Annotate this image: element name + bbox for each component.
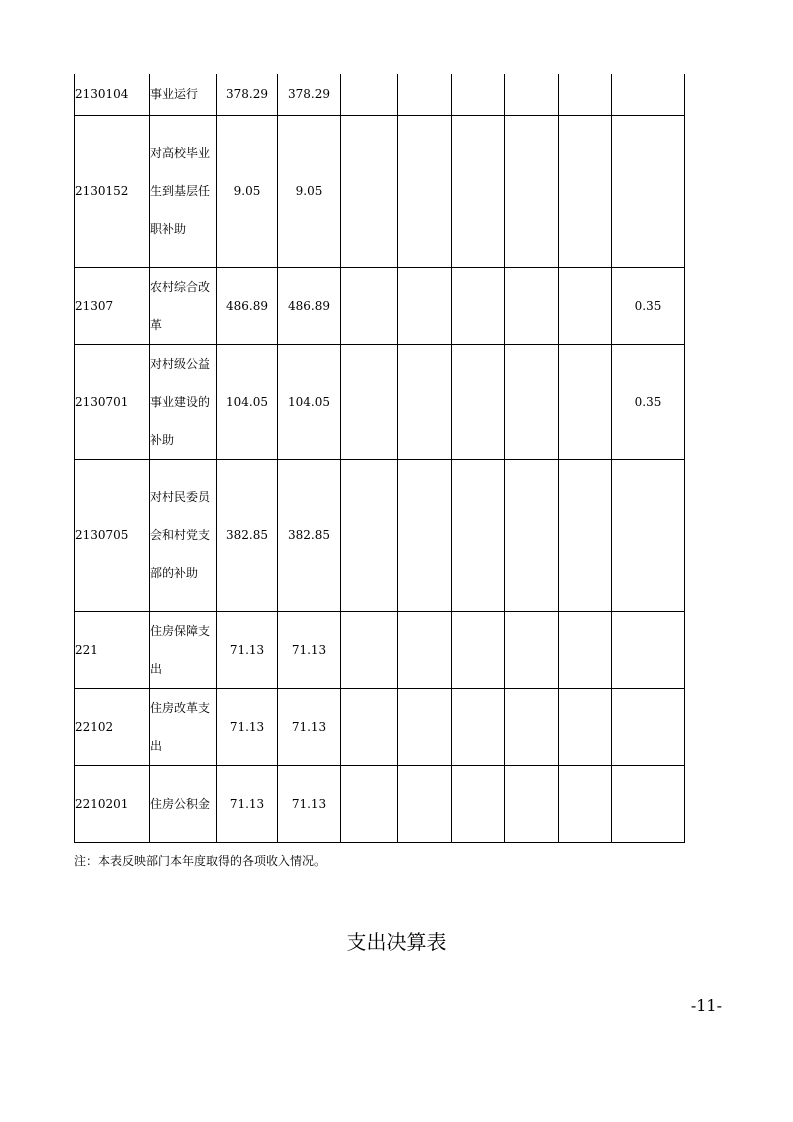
amount-cell: [505, 344, 559, 459]
amount-cell: [505, 765, 559, 842]
code-cell: 2130705: [75, 459, 150, 611]
amount-cell: [505, 611, 559, 688]
name-cell: 事业运行: [150, 74, 217, 115]
name-cell: 对村民委员会和村党支部的补助: [150, 459, 217, 611]
amount-cell: 71.13: [217, 688, 278, 765]
amount-cell: [398, 688, 452, 765]
amount-cell: 0.35: [612, 344, 685, 459]
amount-cell: 104.05: [278, 344, 341, 459]
table-row: [75, 459, 685, 611]
amount-cell: [341, 459, 398, 611]
amount-cell: [452, 611, 505, 688]
amount-cell: [398, 459, 452, 611]
amount-cell: [398, 611, 452, 688]
amount-cell: [398, 267, 452, 344]
amount-cell: 104.05: [217, 344, 278, 459]
amount-cell: [398, 74, 452, 115]
amount-cell: [341, 765, 398, 842]
code-cell: 21307: [75, 267, 150, 344]
amount-cell: [341, 344, 398, 459]
amount-cell: [612, 459, 685, 611]
amount-cell: [452, 344, 505, 459]
amount-cell: [398, 765, 452, 842]
table-row: [75, 74, 685, 115]
amount-cell: 71.13: [278, 611, 341, 688]
name-cell: 住房改革支出: [150, 688, 217, 765]
amount-cell: [452, 459, 505, 611]
amount-cell: [612, 611, 685, 688]
amount-cell: 486.89: [217, 267, 278, 344]
income-table: [74, 74, 685, 843]
amount-cell: [398, 115, 452, 267]
amount-cell: [559, 688, 612, 765]
code-cell: 221: [75, 611, 150, 688]
amount-cell: [505, 74, 559, 115]
amount-cell: [559, 344, 612, 459]
amount-cell: [559, 459, 612, 611]
amount-cell: 9.05: [217, 115, 278, 267]
amount-cell: 71.13: [278, 688, 341, 765]
amount-cell: [559, 765, 612, 842]
amount-cell: [559, 267, 612, 344]
amount-cell: 71.13: [278, 765, 341, 842]
amount-cell: [452, 688, 505, 765]
amount-cell: [505, 267, 559, 344]
name-cell: 对高校毕业生到基层任职补助: [150, 115, 217, 267]
amount-cell: [452, 267, 505, 344]
table-row: [75, 688, 685, 765]
amount-cell: [559, 74, 612, 115]
amount-cell: 71.13: [217, 765, 278, 842]
amount-cell: 71.13: [217, 611, 278, 688]
table-row: [75, 267, 685, 344]
table-row: [75, 115, 685, 267]
code-cell: 2130701: [75, 344, 150, 459]
amount-cell: [452, 115, 505, 267]
code-cell: 2130152: [75, 115, 150, 267]
name-cell: 对村级公益事业建设的补助: [150, 344, 217, 459]
amount-cell: [398, 344, 452, 459]
amount-cell: 486.89: [278, 267, 341, 344]
section-title: 支出决算表: [346, 930, 447, 954]
table-note: 注：本表反映部门本年度取得的各项收入情况。: [74, 854, 327, 868]
code-cell: 2130104: [75, 74, 150, 115]
amount-cell: [341, 267, 398, 344]
amount-cell: [612, 115, 685, 267]
name-cell: 住房保障支出: [150, 611, 217, 688]
amount-cell: 382.85: [217, 459, 278, 611]
table-row: [75, 344, 685, 459]
amount-cell: 0.35: [612, 267, 685, 344]
amount-cell: 9.05: [278, 115, 341, 267]
amount-cell: 378.29: [278, 74, 341, 115]
amount-cell: [559, 611, 612, 688]
amount-cell: [612, 688, 685, 765]
amount-cell: [341, 688, 398, 765]
amount-cell: [341, 611, 398, 688]
amount-cell: 378.29: [217, 74, 278, 115]
amount-cell: [505, 459, 559, 611]
code-cell: 2210201: [75, 765, 150, 842]
name-cell: 农村综合改革: [150, 267, 217, 344]
amount-cell: [612, 765, 685, 842]
amount-cell: 382.85: [278, 459, 341, 611]
name-cell: 住房公积金: [150, 765, 217, 842]
amount-cell: [559, 115, 612, 267]
page-number: -11-: [690, 996, 722, 1015]
amount-cell: [612, 74, 685, 115]
amount-cell: [505, 688, 559, 765]
table-row: [75, 611, 685, 688]
table-row: [75, 765, 685, 842]
code-cell: 22102: [75, 688, 150, 765]
amount-cell: [341, 74, 398, 115]
amount-cell: [452, 765, 505, 842]
amount-cell: [341, 115, 398, 267]
amount-cell: [505, 115, 559, 267]
amount-cell: [452, 74, 505, 115]
